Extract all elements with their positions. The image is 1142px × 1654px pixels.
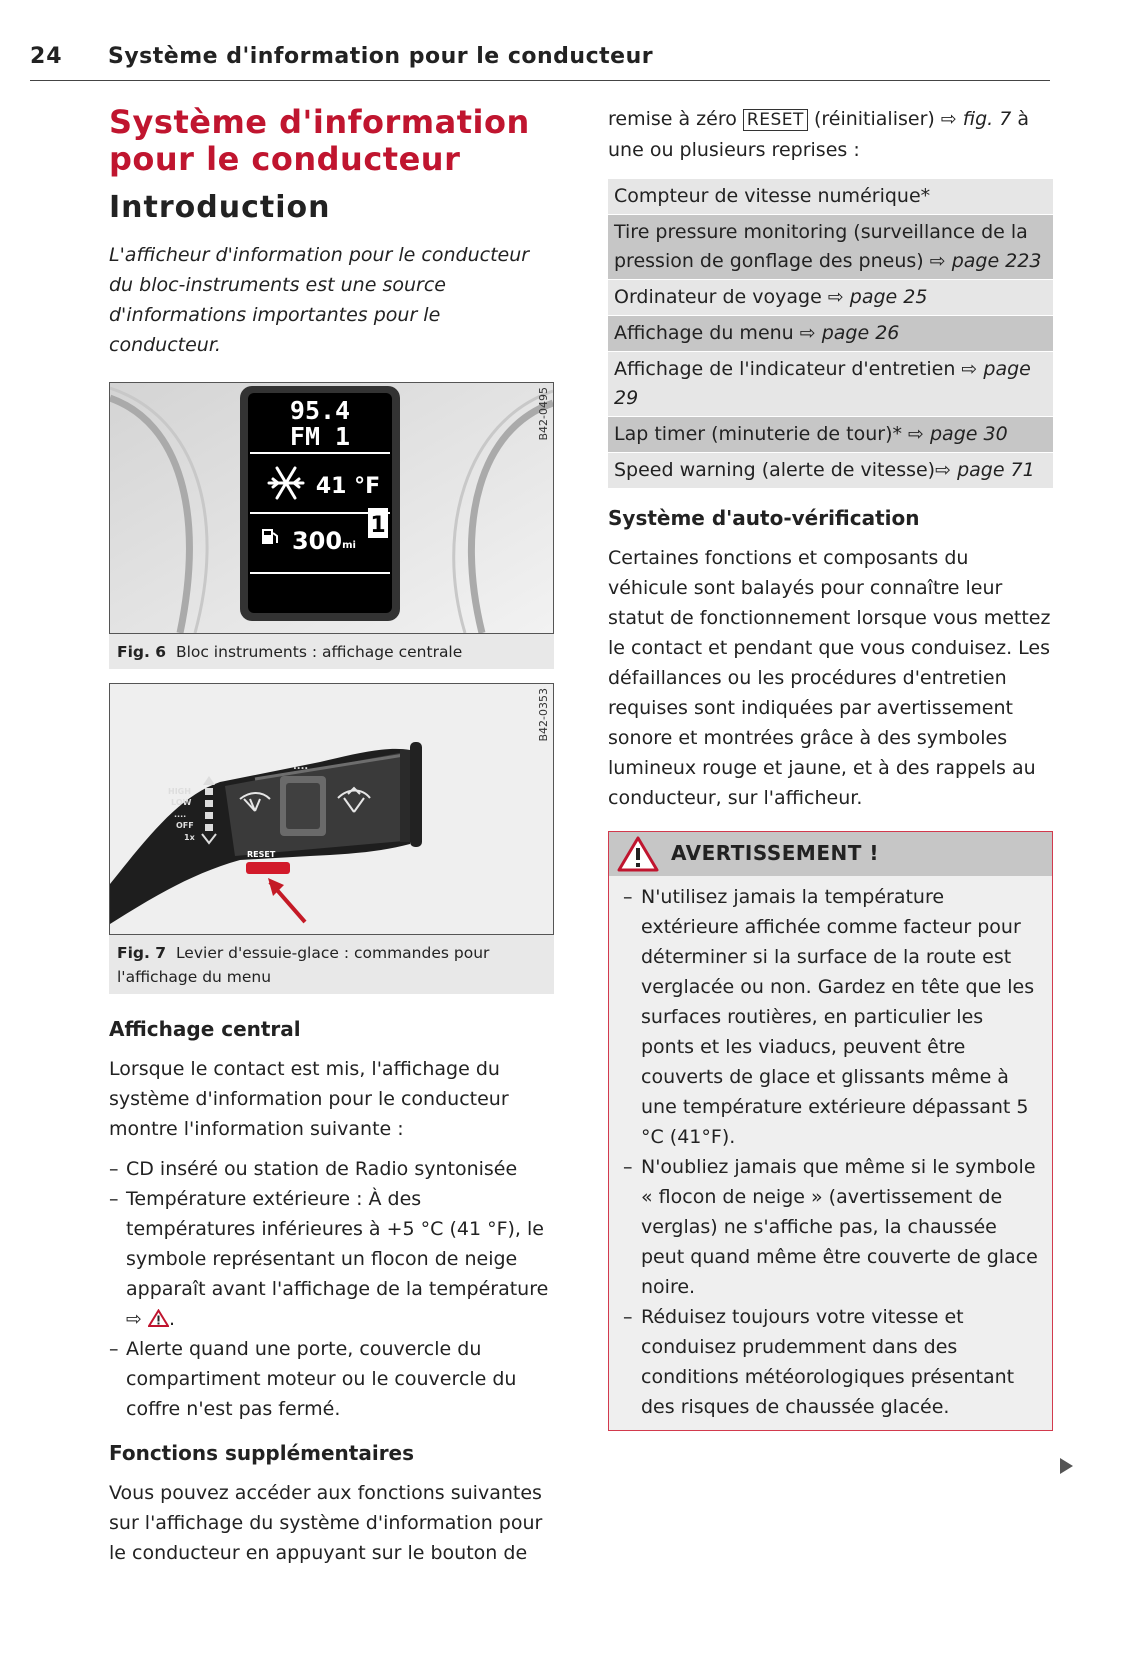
label-high: HIGH — [168, 787, 191, 796]
display-frequency: 95.4 — [289, 396, 351, 425]
reset-button — [246, 862, 290, 874]
list-item: – Température extérieure : À des températures inférieures à +5 °C (41 °F), le symbole représentant un flocon de neige apparaît avant l'affichage de la température ⇨ . — [109, 1184, 554, 1334]
central-display-list — [109, 1154, 554, 1424]
display-band: FM 1 — [289, 422, 351, 451]
figure-7-caption: Fig. 7 Levier d'essuie-glace : commandes pour l'affichage du menu — [109, 935, 554, 994]
list-item: – Réduisez toujours votre vitesse et conduisez prudemment dans des conditions météorologiques présentant des risques de chaussée glacée. — [623, 1302, 1038, 1422]
fig-marker-1: 1 — [370, 513, 386, 538]
right-column — [608, 104, 1053, 1431]
warning-box — [608, 831, 1053, 1431]
page-header — [30, 44, 1050, 81]
warning-header — [609, 832, 1052, 876]
table-row: Ordinateur de voyage ⇨ page 25 — [608, 280, 1053, 316]
figure-code: B42-0353 — [537, 688, 550, 742]
self-check-heading: Système d'auto-vérification — [608, 506, 920, 530]
central-display-text: Lorsque le contact est mis, l'affichage du système d'information pour le conducteur montre l'information suivante : — [109, 1058, 509, 1140]
instrument-cluster-image — [109, 382, 554, 634]
figure-6-caption: Fig. 6 Bloc instruments : affichage centrale — [109, 634, 554, 669]
wiper-lever-image — [109, 683, 554, 935]
next-page-arrow-icon — [1060, 1458, 1073, 1474]
warning-title: AVERTISSEMENT ! — [671, 841, 879, 865]
label-reset: RESET — [247, 850, 276, 859]
warning-triangle-icon — [148, 1309, 169, 1327]
label-top-dots: .... — [293, 761, 309, 772]
intro-heading: Introduction — [109, 190, 331, 225]
list-item: – N'utilisez jamais la température extérieure affichée comme facteur pour déterminer si la surface de la route est verglacée ou non. Gardez en tête que les surfaces routières, en particulier les ponts et les viaducs, peuvent être couverts de glace et glissants même à une température extérieure dépassant 5 °C (41°F). — [623, 882, 1038, 1152]
wiper-lever-illustration — [110, 684, 553, 934]
table-row: Compteur de vitesse numérique* — [608, 179, 1053, 215]
label-1x: 1x — [184, 833, 195, 842]
warning-body — [609, 876, 1052, 1430]
list-item: – CD inséré ou station de Radio syntonisée — [109, 1154, 554, 1184]
menu-functions-table — [608, 179, 1053, 489]
table-row: Affichage de l'indicateur d'entretien ⇨ page 29 — [608, 352, 1053, 417]
central-display-heading: Affichage central — [109, 1017, 301, 1041]
figure-code: B42-0495 — [537, 387, 550, 441]
list-item: – N'oubliez jamais que même si le symbole « flocon de neige » (avertissement de verglas) ne s'affiche pas, la chaussée peut quand même être couverte de glace noire. — [623, 1152, 1038, 1302]
table-row: Tire pressure monitoring (surveillance de la pression de gonflage des pneus) ⇨ page 223 — [608, 215, 1053, 280]
label-off: OFF — [176, 821, 194, 830]
figure-7 — [109, 683, 554, 994]
instrument-cluster-illustration — [110, 383, 553, 633]
figure-6 — [109, 382, 554, 669]
label-dots: .... — [174, 810, 187, 819]
warning-triangle-icon — [617, 836, 659, 872]
chapter-title: Système d'information pour le conducteur — [109, 103, 530, 178]
page-number: 24 — [30, 44, 63, 69]
display-temperature: 41 °F — [315, 474, 381, 499]
reset-key-label: RESET — [743, 109, 808, 131]
label-low: LOW — [171, 798, 192, 807]
display-range: 300 — [291, 527, 343, 555]
display-range-unit: mi — [342, 540, 356, 551]
table-row: Lap timer (minuterie de tour)* ⇨ page 30 — [608, 417, 1053, 453]
self-check-text: Certaines fonctions et composants du véhicule sont balayés pour connaître leur statut de fonctionnement lorsque vous mettez le contact et pendant que vous conduisez. Les défaillances ou les procédures d'entretien requises sont indiquées par avertissement sonore et montrées grâce à des symboles lumineux rouge et jaune, et à des rappels au conducteur, sur l'afficheur. — [608, 547, 1051, 809]
left-column — [109, 104, 554, 1568]
warning-list — [623, 882, 1038, 1422]
running-title: Système d'information pour le conducteur — [108, 44, 654, 69]
continuation-text: remise à zéro RESET (réinitialiser) ⇨ fig. 7 à une ou plusieurs reprises : — [608, 108, 1030, 161]
list-item: – Alerte quand une porte, couvercle du compartiment moteur ou le couvercle du coffre n'est pas fermé. — [109, 1334, 554, 1424]
table-row: Speed warning (alerte de vitesse)⇨ page 71 — [608, 453, 1053, 489]
extra-functions-heading: Fonctions supplémentaires — [109, 1441, 415, 1465]
table-row: Affichage du menu ⇨ page 26 — [608, 316, 1053, 352]
extra-functions-text: Vous pouvez accéder aux fonctions suivantes sur l'affichage du système d'information pour le conducteur en appuyant sur le bouton de — [109, 1482, 543, 1564]
intro-text: L'afficheur d'information pour le conducteur du bloc-instruments est une source d'informations importantes pour le conducteur. — [109, 244, 530, 356]
